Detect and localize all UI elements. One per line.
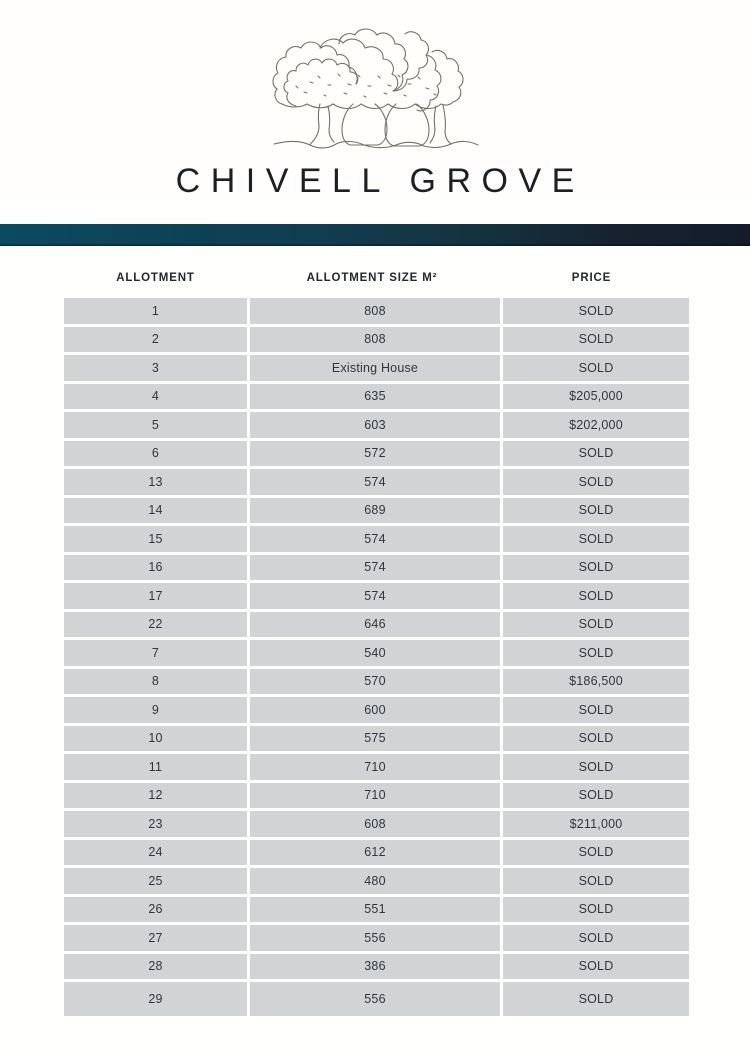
cell-size: 603 (250, 412, 500, 438)
cell-size: 808 (250, 327, 500, 353)
cell-price: SOLD (503, 355, 689, 381)
cell-price: SOLD (503, 840, 689, 866)
cell-price: SOLD (503, 925, 689, 951)
cell-allotment: 6 (64, 441, 247, 467)
table-row (64, 669, 686, 695)
table-row (64, 726, 686, 752)
table-row (64, 355, 686, 381)
cell-size: 574 (250, 555, 500, 581)
cell-size: 556 (250, 925, 500, 951)
cell-size: 646 (250, 612, 500, 638)
cell-size: 556 (250, 982, 500, 1016)
table-row (64, 925, 686, 951)
cell-allotment: 24 (64, 840, 247, 866)
table-row (64, 384, 686, 410)
cell-size: 574 (250, 469, 500, 495)
cell-price: SOLD (503, 868, 689, 894)
cell-allotment: 22 (64, 612, 247, 638)
allotment-price-table (64, 246, 686, 1016)
column-header-allotment: ALLOTMENT (116, 272, 195, 285)
cell-size: 572 (250, 441, 500, 467)
cell-price: SOLD (503, 469, 689, 495)
cell-price: SOLD (503, 327, 689, 353)
cell-price: SOLD (503, 783, 689, 809)
cell-size: 710 (250, 754, 500, 780)
cell-size: 600 (250, 697, 500, 723)
cell-allotment: 1 (64, 298, 247, 324)
cell-allotment: 13 (64, 469, 247, 495)
table-row (64, 555, 686, 581)
cell-size: 551 (250, 897, 500, 923)
cell-allotment: 16 (64, 555, 247, 581)
cell-allotment: 15 (64, 526, 247, 552)
table-body (64, 292, 686, 1016)
table-row (64, 954, 686, 980)
table-row (64, 697, 686, 723)
cell-allotment: 8 (64, 669, 247, 695)
cell-price: $186,500 (503, 669, 689, 695)
table-row (64, 840, 686, 866)
cell-size: 689 (250, 498, 500, 524)
cell-price: $211,000 (503, 811, 689, 837)
table-row (64, 583, 686, 609)
table-row (64, 327, 686, 353)
cell-allotment: 11 (64, 754, 247, 780)
cell-size: Existing House (250, 355, 500, 381)
cell-size: 575 (250, 726, 500, 752)
cell-price: SOLD (503, 640, 689, 666)
cell-price: SOLD (503, 526, 689, 552)
table-row (64, 612, 686, 638)
cell-price: SOLD (503, 954, 689, 980)
table-header-row (64, 266, 686, 292)
cell-price: SOLD (503, 612, 689, 638)
cell-allotment: 23 (64, 811, 247, 837)
table-row (64, 469, 686, 495)
cell-size: 612 (250, 840, 500, 866)
table-row (64, 412, 686, 438)
column-header-price: PRICE (571, 272, 612, 285)
cell-size: 635 (250, 384, 500, 410)
cell-size: 574 (250, 526, 500, 552)
cell-size: 808 (250, 298, 500, 324)
table-row (64, 897, 686, 923)
table-row (64, 441, 686, 467)
cell-price: $205,000 (503, 384, 689, 410)
cell-price: SOLD (503, 441, 689, 467)
cell-price: SOLD (503, 754, 689, 780)
cell-price: $202,000 (503, 412, 689, 438)
cell-allotment: 27 (64, 925, 247, 951)
cell-allotment: 12 (64, 783, 247, 809)
cell-size: 710 (250, 783, 500, 809)
tree-grove-line-art-icon (260, 22, 490, 150)
cell-price: SOLD (503, 982, 689, 1016)
accent-divider-band (0, 224, 750, 246)
cell-allotment: 3 (64, 355, 247, 381)
cell-size: 386 (250, 954, 500, 980)
brand-header (0, 0, 750, 198)
cell-allotment: 17 (64, 583, 247, 609)
cell-allotment: 2 (64, 327, 247, 353)
cell-size: 570 (250, 669, 500, 695)
cell-size: 574 (250, 583, 500, 609)
cell-price: SOLD (503, 583, 689, 609)
table-row (64, 811, 686, 837)
cell-allotment: 25 (64, 868, 247, 894)
table-row (64, 640, 686, 666)
table-row (64, 783, 686, 809)
cell-price: SOLD (503, 726, 689, 752)
cell-price: SOLD (503, 555, 689, 581)
cell-price: SOLD (503, 897, 689, 923)
cell-price: SOLD (503, 298, 689, 324)
cell-allotment: 5 (64, 412, 247, 438)
cell-allotment: 29 (64, 982, 247, 1016)
table-row (64, 498, 686, 524)
table-row (64, 754, 686, 780)
cell-size: 540 (250, 640, 500, 666)
table-row (64, 298, 686, 324)
table-row (64, 982, 686, 1016)
cell-price: SOLD (503, 697, 689, 723)
cell-allotment: 14 (64, 498, 247, 524)
cell-size: 608 (250, 811, 500, 837)
cell-allotment: 9 (64, 697, 247, 723)
cell-size: 480 (250, 868, 500, 894)
cell-allotment: 7 (64, 640, 247, 666)
table-row (64, 868, 686, 894)
cell-allotment: 4 (64, 384, 247, 410)
cell-price: SOLD (503, 498, 689, 524)
table-row (64, 526, 686, 552)
column-header-allotment-size: ALLOTMENT SIZE M² (306, 272, 438, 285)
cell-allotment: 28 (64, 954, 247, 980)
cell-allotment: 26 (64, 897, 247, 923)
page-title: CHIVELL GROVE (175, 162, 585, 200)
cell-allotment: 10 (64, 726, 247, 752)
